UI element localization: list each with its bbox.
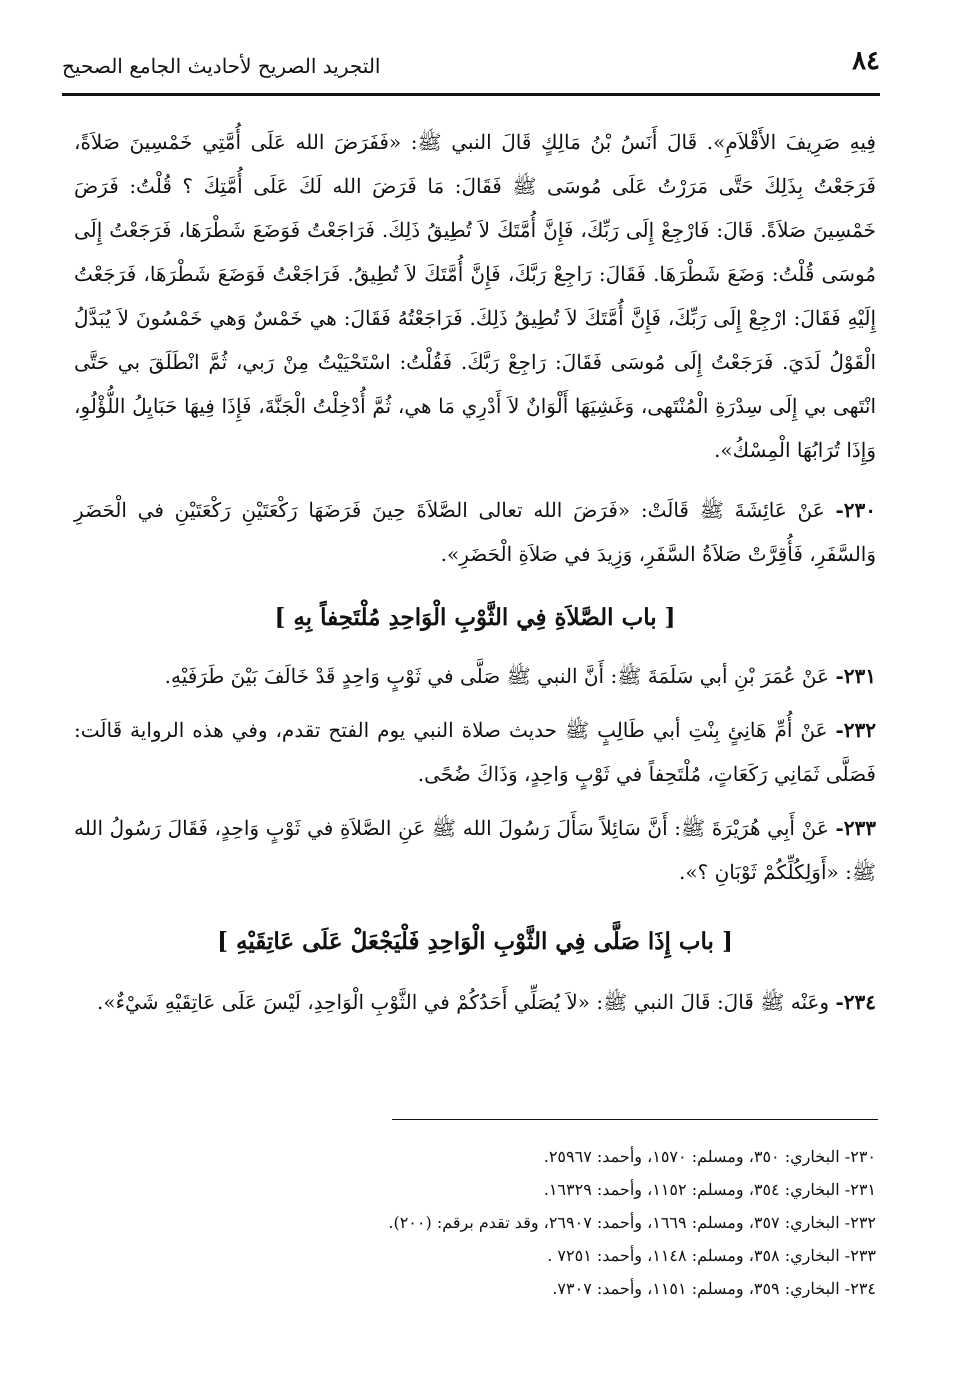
hadith-number: ٢٣١- (835, 664, 876, 688)
hadith-number: ٢٣٤- (835, 990, 876, 1014)
hadith-234 (74, 980, 876, 1024)
footnotes (300, 1140, 876, 1305)
footnote: ٢٣٠- البخاري: ٣٥٠، ومسلم: ١٥٧٠، وأحمد: ٢٥٩٦٧. (543, 1147, 876, 1166)
hadith-231 (74, 654, 876, 698)
footnote: ٢٣١- البخاري: ٣٥٤، ومسلم: ١١٥٢، وأحمد: ١٦٣٢٩. (543, 1180, 876, 1199)
section-heading-2: [ باب إِذَا صَلَّى فِي الثَّوْبِ الْوَاحِدِ فَلْيَجْعَلْ عَلَى عَاتِقَيْهِ ] (217, 928, 733, 955)
footnote: ٢٣٤- البخاري: ٣٥٩، ومسلم: ١١٥١، وأحمد: ٧٣٠٧. (552, 1279, 876, 1298)
running-title: التجريد الصريح لأحاديث الجامع الصحيح (62, 54, 381, 78)
page-header (62, 44, 880, 92)
footnote: ٢٣٣- البخاري: ٣٥٨، ومسلم: ١١٤٨، وأحمد: ٧٢٥١ . (547, 1246, 876, 1265)
header-rule (62, 93, 880, 96)
hadith-233 (74, 806, 876, 894)
hadith-text: عَنْ أُمِّ هَانِئٍ بِنْتِ أبي طَالِبٍ ﷺ حديث صلاة النبي يوم الفتح تقدم، وفي هذه الرواية قَالَت: فَصَلَّى ثَمَانِي رَكَعَاتٍ، مُلْتَحِفاً في ثَوْبٍ وَاحِدٍ، وَذَاكَ ضُحًى. (74, 718, 876, 786)
hadith-text: عَنْ عُمَرَ بْنِ أبي سَلَمَةَ ﷺ: أَنَّ النبي ﷺ صَلَّى في ثَوْبٍ وَاحِدٍ قَدْ خَالَفَ بَيْنَ طَرَفَيْهِ. (164, 664, 830, 688)
hadith-number: ٢٣٢- (835, 718, 876, 742)
page-number: ٨٤ (852, 46, 880, 76)
section-heading-1: [ باب الصَّلاَةِ فِي الثَّوْبِ الْوَاحِدِ مُلْتَحِفاً بِهِ ] (274, 604, 676, 631)
body-text (74, 120, 876, 1024)
hadith-text: عَنْ أَبِي هُرَيْرَةَ ﷺ: أَنَّ سَائِلاً سَأَلَ رَسُولَ الله ﷺ عَنِ الصَّلاَةِ في ثَوْبٍ وَاحِدٍ، فَقَالَ رَسُولُ الله ﷺ: «أَوَلِكُلِّكُمْ ثَوْبَانِ ؟». (74, 816, 876, 884)
footnote: ٢٣٢- البخاري: ٣٥٧، ومسلم: ١٦٦٩، وأحمد: ٢٦٩٠٧، وقد تقدم برقم: (٢٠٠). (388, 1213, 876, 1232)
hadith-229-continuation: فِيهِ صَرِيفَ الأَقْلاَمِ». قَالَ أَنَسُ بْنُ مَالِكٍ قَالَ النبي ﷺ: «فَفَرَضَ الله عَلَى أُمَّتِي خَمْسِينَ صَلاَةً، فَرَجَعْتُ بِذَلِكَ حَتَّى مَرَرْتُ عَلَى مُوسَى ﷺ فَقَالَ: مَا فَرَضَ الله لَكَ عَلَى أُمَّتِكَ ؟ قُلْتُ: فَرَضَ خَمْسِينَ صَلاَةً. قَالَ: فَارْجِعْ إِلَى رَبِّكَ، فَإِنَّ أُمَّتَكَ لاَ تُطِيقُ ذَلِكَ. فَرَاجَعْتُ فَوَضَعَ شَطْرَهَا، فَرَجَعْتُ إِلَى مُوسَى قُلْتُ: وَضَعَ شَطْرَهَا. فَقَالَ: رَاجِعْ رَبَّكَ، فَإِنَّ أُمَّتَكَ لاَ تُطِيقُ. فَرَاجَعْتُ فَوَضَعَ شَطْرَهَا، فَرَجَعْتُ إِلَيْهِ فَقَالَ: ارْجِعْ إِلَى رَبِّكَ، فَإِنَّ أُمَّتَكَ لاَ تُطِيقُ ذَلِكَ. فَرَاجَعْتُهُ فَقَالَ: هي خَمْسٌ وَهي خَمْسُونَ لاَ يُبَدَّلُ الْقَوْلُ لَدَيَ. فَرَجَعْتُ إِلَى مُوسَى فَقَالَ: رَاجِعْ رَبَّكَ. فَقُلْتُ: اسْتَحْيَيْتُ مِنْ رَبي، ثُمَّ انْطَلَقَ بي حَتَّى انْتَهى بي إِلَى سِدْرَةِ الْمُنْتَهى، وَغَشِيَهَا أَلْوَانٌ لاَ أَدْرِي مَا هي، ثُمَّ أُدْخِلْتُ الْجَنَّةَ، فَإِذَا فِيهَا حَبَايِلُ اللُّؤْلُوِ، وَإِذَا تُرَابُهَا الْمِسْكُ». (74, 130, 877, 462)
hadith-number: ٢٣٣- (835, 816, 876, 840)
hadith-230 (74, 488, 876, 576)
hadith-232 (74, 708, 876, 796)
hadith-text: وعَنْه ﷺ قَالَ: قَالَ النبي ﷺ: «لاَ يُصَلِّي أَحَدُكُمْ في الثَّوْبِ الْوَاحِدِ، لَيْسَ عَلَى عَاتِقَيْهِ شَيْءٌ». (97, 990, 830, 1014)
footnote-rule (392, 1119, 878, 1120)
hadith-number: ٢٣٠- (835, 498, 876, 522)
hadith-text: عَنْ عَائِشَةَ ﷺ قَالَتْ: «فَرَضَ الله تعالى الصَّلاَةَ حِينَ فَرَضَهَا رَكْعَتَيْنِ رَكْعَتَيْنِ في الْحَضَرِ وَالسَّفَرِ، فَأُقِرَّتْ صَلاَةُ السَّفَرِ، وَزِيدَ في صَلاَةِ الْحَضَرِ». (74, 498, 876, 566)
